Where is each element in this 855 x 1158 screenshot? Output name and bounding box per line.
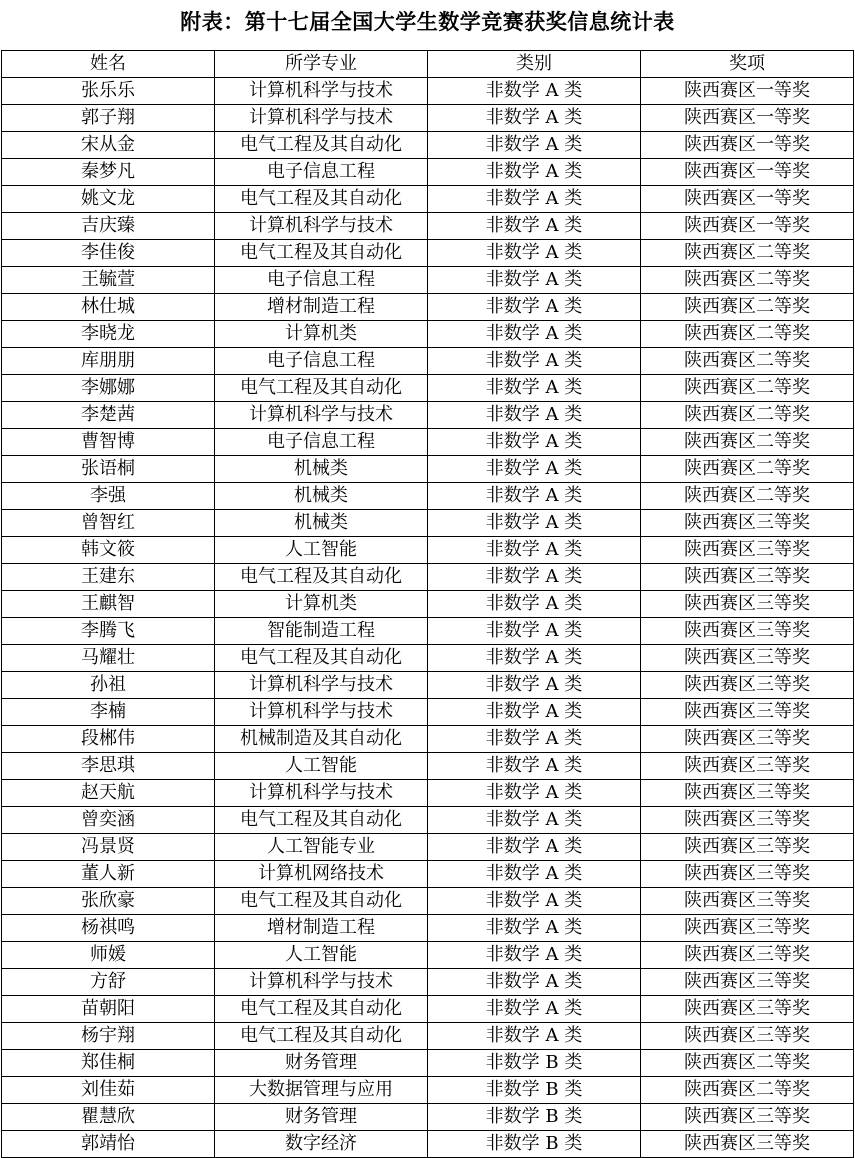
cell-award: 陕西赛区三等奖 <box>641 564 854 591</box>
table-row <box>2 564 854 591</box>
table-row <box>2 213 854 240</box>
page-title: 附表：第十七届全国大学生数学竞赛获奖信息统计表 <box>180 10 675 34</box>
table-row <box>2 105 854 132</box>
cell-name: 杨宇翔 <box>2 1023 215 1050</box>
cell-name: 张语桐 <box>2 456 215 483</box>
cell-category: 非数学 A 类 <box>428 645 641 672</box>
cell-category: 非数学 A 类 <box>428 240 641 267</box>
cell-major: 电气工程及其自动化 <box>215 888 428 915</box>
table-row <box>2 942 854 969</box>
cell-major: 机械类 <box>215 483 428 510</box>
cell-name: 韩文筱 <box>2 537 215 564</box>
table-row <box>2 996 854 1023</box>
cell-award: 陕西赛区三等奖 <box>641 1023 854 1050</box>
cell-name: 瞿慧欣 <box>2 1104 215 1131</box>
cell-award: 陕西赛区三等奖 <box>641 699 854 726</box>
table-row <box>2 807 854 834</box>
table-row <box>2 240 854 267</box>
cell-major: 电气工程及其自动化 <box>215 645 428 672</box>
cell-major: 电气工程及其自动化 <box>215 186 428 213</box>
cell-major: 机械制造及其自动化 <box>215 726 428 753</box>
cell-category: 非数学 A 类 <box>428 456 641 483</box>
cell-award: 陕西赛区三等奖 <box>641 942 854 969</box>
cell-award: 陕西赛区二等奖 <box>641 294 854 321</box>
cell-major: 计算机科学与技术 <box>215 105 428 132</box>
header-row <box>2 51 854 78</box>
table-row <box>2 321 854 348</box>
cell-name: 郑佳桐 <box>2 1050 215 1077</box>
award-table <box>1 50 854 1158</box>
table-row <box>2 429 854 456</box>
cell-category: 非数学 A 类 <box>428 348 641 375</box>
cell-category: 非数学 A 类 <box>428 294 641 321</box>
cell-name: 李楚茜 <box>2 402 215 429</box>
cell-award: 陕西赛区三等奖 <box>641 1104 854 1131</box>
cell-major: 电气工程及其自动化 <box>215 132 428 159</box>
cell-name: 曾奕涵 <box>2 807 215 834</box>
table-row <box>2 159 854 186</box>
cell-major: 人工智能 <box>215 537 428 564</box>
cell-category: 非数学 A 类 <box>428 159 641 186</box>
cell-award: 陕西赛区二等奖 <box>641 240 854 267</box>
cell-category: 非数学 A 类 <box>428 510 641 537</box>
cell-major: 电气工程及其自动化 <box>215 564 428 591</box>
cell-name: 李娜娜 <box>2 375 215 402</box>
cell-name: 李楠 <box>2 699 215 726</box>
table-row <box>2 402 854 429</box>
cell-category: 非数学 A 类 <box>428 186 641 213</box>
table-row <box>2 888 854 915</box>
cell-category: 非数学 A 类 <box>428 267 641 294</box>
cell-category: 非数学 B 类 <box>428 1050 641 1077</box>
header-category: 类别 <box>428 51 641 78</box>
cell-award: 陕西赛区二等奖 <box>641 429 854 456</box>
cell-award: 陕西赛区三等奖 <box>641 753 854 780</box>
cell-name: 宋从金 <box>2 132 215 159</box>
cell-name: 姚文龙 <box>2 186 215 213</box>
cell-major: 计算机科学与技术 <box>215 699 428 726</box>
cell-award: 陕西赛区三等奖 <box>641 969 854 996</box>
table-row <box>2 294 854 321</box>
cell-award: 陕西赛区三等奖 <box>641 915 854 942</box>
cell-category: 非数学 A 类 <box>428 1023 641 1050</box>
header-award: 奖项 <box>641 51 854 78</box>
table-header <box>2 51 854 78</box>
cell-major: 电气工程及其自动化 <box>215 1023 428 1050</box>
cell-major: 电子信息工程 <box>215 267 428 294</box>
cell-award: 陕西赛区二等奖 <box>641 402 854 429</box>
cell-major: 计算机科学与技术 <box>215 969 428 996</box>
cell-major: 数字经济 <box>215 1131 428 1158</box>
cell-award: 陕西赛区三等奖 <box>641 645 854 672</box>
cell-award: 陕西赛区一等奖 <box>641 159 854 186</box>
cell-name: 李晓龙 <box>2 321 215 348</box>
table-row <box>2 132 854 159</box>
table-row <box>2 1104 854 1131</box>
cell-major: 财务管理 <box>215 1050 428 1077</box>
table-row <box>2 726 854 753</box>
cell-award: 陕西赛区三等奖 <box>641 996 854 1023</box>
cell-major: 电气工程及其自动化 <box>215 240 428 267</box>
table-row <box>2 456 854 483</box>
cell-name: 冯景贤 <box>2 834 215 861</box>
cell-major: 计算机类 <box>215 321 428 348</box>
cell-award: 陕西赛区二等奖 <box>641 456 854 483</box>
cell-category: 非数学 A 类 <box>428 105 641 132</box>
cell-award: 陕西赛区二等奖 <box>641 375 854 402</box>
cell-major: 电气工程及其自动化 <box>215 996 428 1023</box>
table-row <box>2 1050 854 1077</box>
cell-category: 非数学 A 类 <box>428 996 641 1023</box>
cell-award: 陕西赛区二等奖 <box>641 1050 854 1077</box>
cell-name: 李强 <box>2 483 215 510</box>
cell-award: 陕西赛区二等奖 <box>641 267 854 294</box>
cell-name: 林仕城 <box>2 294 215 321</box>
cell-major: 机械类 <box>215 510 428 537</box>
table-row <box>2 348 854 375</box>
cell-name: 师媛 <box>2 942 215 969</box>
cell-category: 非数学 A 类 <box>428 591 641 618</box>
table-row <box>2 483 854 510</box>
cell-category: 非数学 A 类 <box>428 888 641 915</box>
cell-name: 苗朝阳 <box>2 996 215 1023</box>
cell-name: 李佳俊 <box>2 240 215 267</box>
cell-major: 计算机科学与技术 <box>215 672 428 699</box>
cell-name: 李腾飞 <box>2 618 215 645</box>
cell-category: 非数学 A 类 <box>428 672 641 699</box>
cell-award: 陕西赛区三等奖 <box>641 834 854 861</box>
table-row <box>2 186 854 213</box>
cell-major: 增材制造工程 <box>215 294 428 321</box>
cell-category: 非数学 A 类 <box>428 915 641 942</box>
cell-name: 曾智红 <box>2 510 215 537</box>
table-row <box>2 672 854 699</box>
table-row <box>2 375 854 402</box>
cell-major: 电气工程及其自动化 <box>215 807 428 834</box>
cell-category: 非数学 B 类 <box>428 1131 641 1158</box>
cell-award: 陕西赛区三等奖 <box>641 510 854 537</box>
cell-category: 非数学 B 类 <box>428 1077 641 1104</box>
cell-name: 董人新 <box>2 861 215 888</box>
cell-name: 库朋朋 <box>2 348 215 375</box>
cell-name: 张乐乐 <box>2 78 215 105</box>
cell-major: 机械类 <box>215 456 428 483</box>
cell-name: 王麒智 <box>2 591 215 618</box>
cell-category: 非数学 A 类 <box>428 132 641 159</box>
cell-major: 计算机类 <box>215 591 428 618</box>
cell-major: 人工智能专业 <box>215 834 428 861</box>
cell-major: 增材制造工程 <box>215 915 428 942</box>
cell-award: 陕西赛区三等奖 <box>641 780 854 807</box>
header-name: 姓名 <box>2 51 215 78</box>
cell-category: 非数学 A 类 <box>428 942 641 969</box>
cell-award: 陕西赛区三等奖 <box>641 861 854 888</box>
cell-category: 非数学 A 类 <box>428 402 641 429</box>
table-row <box>2 1023 854 1050</box>
cell-major: 智能制造工程 <box>215 618 428 645</box>
cell-category: 非数学 A 类 <box>428 375 641 402</box>
table-row <box>2 591 854 618</box>
cell-name: 赵天航 <box>2 780 215 807</box>
cell-category: 非数学 A 类 <box>428 699 641 726</box>
cell-major: 大数据管理与应用 <box>215 1077 428 1104</box>
cell-name: 刘佳茹 <box>2 1077 215 1104</box>
cell-category: 非数学 A 类 <box>428 78 641 105</box>
cell-major: 财务管理 <box>215 1104 428 1131</box>
cell-name: 段郴伟 <box>2 726 215 753</box>
cell-category: 非数学 A 类 <box>428 429 641 456</box>
cell-name: 李思琪 <box>2 753 215 780</box>
cell-award: 陕西赛区三等奖 <box>641 618 854 645</box>
cell-award: 陕西赛区一等奖 <box>641 186 854 213</box>
table-row <box>2 645 854 672</box>
table-body <box>2 78 854 1158</box>
cell-award: 陕西赛区二等奖 <box>641 348 854 375</box>
cell-category: 非数学 B 类 <box>428 1104 641 1131</box>
cell-name: 马耀壮 <box>2 645 215 672</box>
cell-award: 陕西赛区三等奖 <box>641 591 854 618</box>
cell-category: 非数学 A 类 <box>428 213 641 240</box>
cell-name: 杨祺鸣 <box>2 915 215 942</box>
cell-category: 非数学 A 类 <box>428 807 641 834</box>
cell-award: 陕西赛区三等奖 <box>641 537 854 564</box>
cell-name: 吉庆臻 <box>2 213 215 240</box>
cell-name: 郭子翔 <box>2 105 215 132</box>
table-row <box>2 699 854 726</box>
cell-name: 王建东 <box>2 564 215 591</box>
cell-major: 人工智能 <box>215 942 428 969</box>
table-row <box>2 1131 854 1158</box>
cell-award: 陕西赛区三等奖 <box>641 1131 854 1158</box>
cell-name: 王毓萱 <box>2 267 215 294</box>
table-row <box>2 915 854 942</box>
cell-award: 陕西赛区一等奖 <box>641 78 854 105</box>
cell-category: 非数学 A 类 <box>428 618 641 645</box>
cell-major: 电子信息工程 <box>215 348 428 375</box>
cell-award: 陕西赛区一等奖 <box>641 132 854 159</box>
cell-category: 非数学 A 类 <box>428 321 641 348</box>
cell-major: 计算机科学与技术 <box>215 78 428 105</box>
cell-major: 电气工程及其自动化 <box>215 375 428 402</box>
cell-major: 计算机科学与技术 <box>215 213 428 240</box>
cell-category: 非数学 A 类 <box>428 834 641 861</box>
cell-major: 电子信息工程 <box>215 429 428 456</box>
cell-category: 非数学 A 类 <box>428 726 641 753</box>
table-row <box>2 618 854 645</box>
cell-category: 非数学 A 类 <box>428 537 641 564</box>
cell-category: 非数学 A 类 <box>428 564 641 591</box>
table-row <box>2 969 854 996</box>
cell-major: 计算机科学与技术 <box>215 402 428 429</box>
cell-award: 陕西赛区三等奖 <box>641 888 854 915</box>
table-row <box>2 537 854 564</box>
cell-award: 陕西赛区三等奖 <box>641 726 854 753</box>
table-row <box>2 780 854 807</box>
cell-name: 张欣豪 <box>2 888 215 915</box>
cell-award: 陕西赛区二等奖 <box>641 483 854 510</box>
cell-award: 陕西赛区三等奖 <box>641 672 854 699</box>
cell-name: 曹智博 <box>2 429 215 456</box>
cell-award: 陕西赛区二等奖 <box>641 321 854 348</box>
cell-name: 方舒 <box>2 969 215 996</box>
cell-major: 人工智能 <box>215 753 428 780</box>
table-row <box>2 834 854 861</box>
cell-award: 陕西赛区二等奖 <box>641 1077 854 1104</box>
cell-name: 秦梦凡 <box>2 159 215 186</box>
cell-category: 非数学 A 类 <box>428 753 641 780</box>
cell-category: 非数学 A 类 <box>428 780 641 807</box>
table-row <box>2 861 854 888</box>
cell-major: 计算机网络技术 <box>215 861 428 888</box>
cell-major: 计算机科学与技术 <box>215 780 428 807</box>
header-major: 所学专业 <box>215 51 428 78</box>
table-row <box>2 510 854 537</box>
table-row <box>2 753 854 780</box>
cell-category: 非数学 A 类 <box>428 861 641 888</box>
cell-major: 电子信息工程 <box>215 159 428 186</box>
cell-category: 非数学 A 类 <box>428 969 641 996</box>
table-row <box>2 78 854 105</box>
cell-award: 陕西赛区一等奖 <box>641 213 854 240</box>
table-row <box>2 1077 854 1104</box>
cell-category: 非数学 A 类 <box>428 483 641 510</box>
cell-name: 孙祖 <box>2 672 215 699</box>
cell-award: 陕西赛区三等奖 <box>641 807 854 834</box>
table-row <box>2 267 854 294</box>
cell-name: 郭靖怡 <box>2 1131 215 1158</box>
cell-award: 陕西赛区一等奖 <box>641 105 854 132</box>
